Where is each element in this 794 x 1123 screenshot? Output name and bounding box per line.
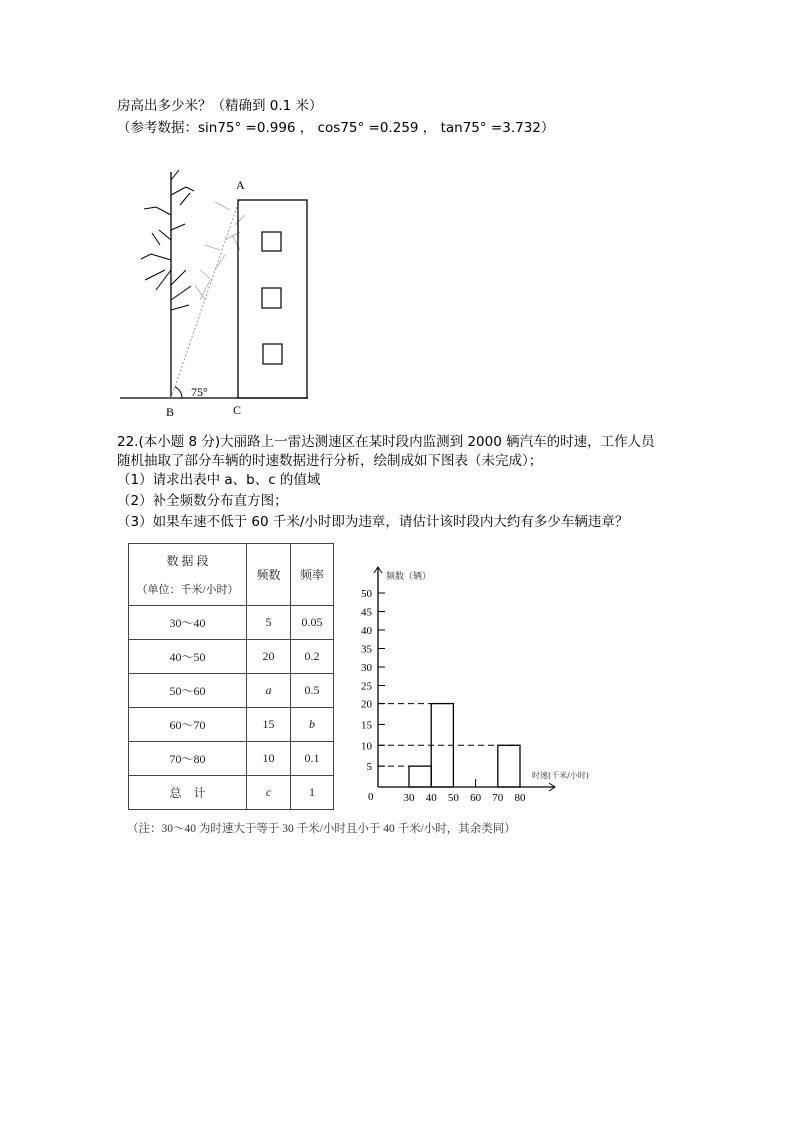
cell-freq: c	[247, 776, 291, 810]
question22-part-2: （2）补全频数分布直方图；	[117, 493, 288, 509]
point-c-label: C	[233, 403, 242, 417]
reference-data: （参考数据：sin75° =0.996 ， cos75° =0.259 ， tan75° =3.732）	[117, 120, 555, 136]
y-tick-label: 5	[366, 761, 372, 774]
y-tick-label: 15	[361, 719, 372, 732]
cell-freq: 20	[247, 640, 291, 674]
question22-part-3: （3）如果车速不低于 60 千米/小时即为违章，请估计该时段内大约有多少车辆违章？	[117, 514, 629, 530]
y-tick-label: 45	[361, 606, 372, 619]
point-b-label: B	[166, 405, 175, 419]
cell-range: 40～50	[129, 640, 247, 674]
header-unit-label: （单位：千米/小时）	[136, 584, 239, 596]
angle-label: 75°	[191, 385, 208, 399]
cell-freq: 15	[247, 708, 291, 742]
cell-rate: 0.1	[291, 742, 334, 776]
header-segment-label: 数 据 段	[166, 554, 209, 568]
y-tick-label: 10	[361, 740, 372, 753]
x-tick-label: 50	[447, 792, 459, 804]
y-axis-label: 频数（辆）	[386, 572, 432, 582]
cell-rate: b	[291, 708, 334, 742]
histogram-bar	[498, 745, 520, 787]
cell-rate: 0.05	[291, 606, 334, 640]
x-axis-label: 时速(千米/小时)	[532, 771, 589, 780]
question21-tail: 房高出多少米？（精确到 0.1 米）	[117, 98, 323, 114]
y-tick-label: 25	[361, 680, 372, 693]
y-tick-label: 40	[361, 625, 372, 637]
x-tick-label: 70	[492, 792, 504, 804]
header-freq: 频数	[247, 544, 291, 606]
x-tick-label: 80	[514, 792, 526, 804]
cell-rate: 1	[291, 776, 334, 810]
cell-freq: 5	[247, 606, 291, 640]
x-tick-label: 60	[470, 792, 482, 804]
table-note: （注：30～40 为时速大于等于 30 千米/小时且小于 40 千米/小时，其余类同）	[127, 823, 516, 835]
y-tick-label: 35	[361, 643, 372, 656]
origin-label: 0	[368, 791, 374, 803]
header-rate: 频率	[291, 544, 334, 606]
x-tick-label: 40	[425, 792, 437, 804]
cell-freq: 10	[247, 742, 291, 776]
cell-freq: a	[247, 674, 291, 708]
point-a-label: A	[236, 178, 245, 192]
cell-range: 50～60	[129, 674, 247, 708]
cell-range: 70～80	[129, 742, 247, 776]
cell-rate: 0.2	[291, 640, 334, 674]
y-tick-label: 50	[361, 588, 372, 600]
question22-part-1: （1）请求出表中 a、b、c 的值域	[117, 472, 321, 488]
y-tick-label: 20	[361, 698, 372, 711]
cell-range: 总 计	[129, 776, 247, 810]
question22-intro-1: 22.(本小题 8 分)大丽路上一雷达测速区在某时段内监测到 2000 辆汽车的时速，工作人员	[117, 434, 655, 450]
cell-rate: 0.5	[291, 674, 334, 708]
histogram-bar	[409, 766, 431, 787]
question22-intro-2: 随机抽取了部分车辆的时速数据进行分析，绘制成如下图表（未完成）；	[117, 453, 543, 469]
x-tick-label: 30	[403, 792, 415, 804]
y-tick-label: 30	[361, 662, 372, 674]
cell-range: 60～70	[129, 708, 247, 742]
cell-range: 30～40	[129, 606, 247, 640]
